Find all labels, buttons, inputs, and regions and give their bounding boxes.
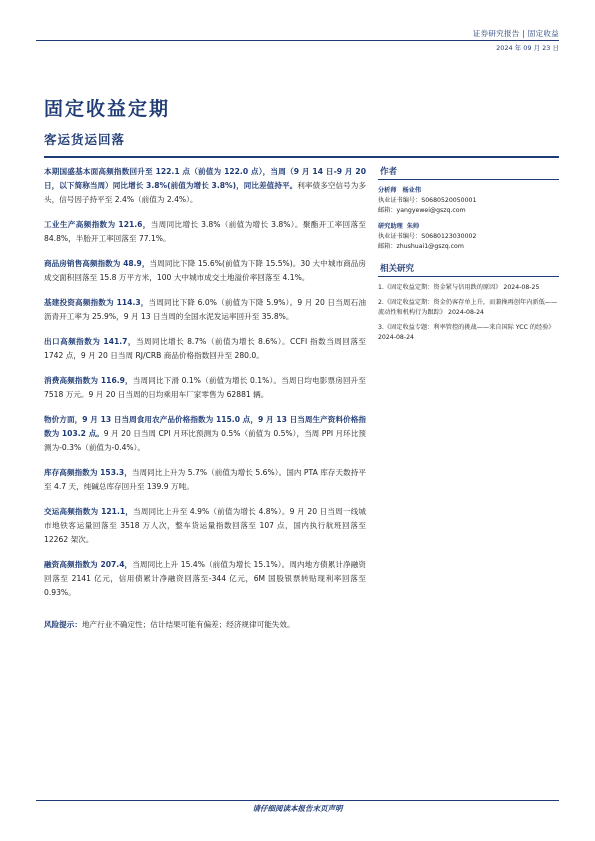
author-entry (378, 186, 559, 196)
author-role: 分析师 (378, 187, 397, 194)
transport-paragraph (44, 505, 366, 548)
inventory-paragraph (44, 466, 366, 494)
header-divider (36, 40, 559, 41)
infrastructure-paragraph (44, 296, 366, 324)
paragraph-text: 当周同比增长 8.7%（前值为增长 8.6%）。CCFI 指数当周回落至 1742 点，9 月 20 日当周 RJ/CRB 商品价格指数回升至 280.0。 (44, 336, 366, 361)
page-title: 固定收益定期 (44, 98, 171, 120)
footer-divider (36, 800, 559, 801)
author-role: 研究助理 (378, 223, 403, 230)
summary-paragraph (44, 165, 366, 208)
related-research-item[interactable]: 3.《固定收益专题：利率管控的挑战——来自国际 YCC 的经验》 2024-08-24 (378, 324, 555, 341)
author-name: 朱帅 (406, 223, 420, 230)
risk-paragraph (44, 618, 366, 632)
title-divider (44, 156, 559, 158)
housing-paragraph (44, 257, 366, 285)
author-cert: 执业证书编号：S0680123030002 (378, 233, 477, 240)
related-research-item[interactable]: 2.《固定收益定期：资金仍客存单上升，而兼搀再创年内新低——流动性和机构行为跟踪》 2024-08-24 (378, 299, 558, 316)
main-content (44, 165, 366, 643)
paragraph-highlight: 工业生产高频指数为 121.6， (44, 220, 151, 230)
report-date: 2024 年 09 月 23 日 (496, 44, 559, 52)
author-entry (378, 222, 559, 232)
consumption-paragraph (44, 374, 366, 402)
industry-paragraph (44, 218, 366, 246)
author-cert: 执业证书编号：S0680520050001 (378, 197, 477, 204)
related-research-heading: 相关研究 (378, 262, 559, 277)
paragraph-highlight: 风险提示： (44, 620, 82, 630)
authors-heading: 作者 (378, 165, 559, 180)
financing-paragraph (44, 558, 366, 601)
paragraph-text: 当周同比下降 15.6%(前值为下降 15.5%)。30 大中城市商品房成交面积回落至 15.8 万平方米，100 大中城市成交土地溢价率回落至 4.1%。 (44, 259, 366, 283)
paragraph-text: 当周同比下降 6.0%（前值为下降 5.9%）。9 月 20 日当周石油沥青开工率为 25.9%，9 月 13 日当周的全国水泥发运率回升至 35.8%。 (44, 297, 366, 322)
paragraph-text: 9 月 20 日当周 CPI 月环比预测为 0.5%（前值为 0.5%），当周 PPI 月环比预测为-0.3%（前值为-0.4%）。 (44, 428, 366, 453)
paragraph-highlight: 库存高频指数为 153.3， (44, 467, 132, 477)
author-email[interactable]: 邮箱：yangyewei@gszq.com (378, 207, 466, 214)
paragraph-text: 当周同比上升为 5.7%（前值为增长 5.6%）。国内 PTA 库存天数持平至 4.7 天，纯碱总库存回升至 139.9 万吨。 (44, 467, 366, 491)
paragraph-highlight: 消费高频指数为 116.9， (44, 375, 133, 385)
paragraph-highlight: 出口高频指数为 141.7， (44, 336, 136, 346)
paragraph-text: 当周同比下滑 0.1%（前值为增长 0.1%）。当周日均电影票房回升至 7518 万元。9 月 20 日当周的日均乘用车厂家零售为 62881 辆。 (44, 375, 366, 399)
author-email[interactable]: 邮箱：zhushuai1@gszq.com (378, 243, 464, 250)
paragraph-text: 当周同比增长 3.8%（前值为增长 3.8%）。聚酯开工率回落至 84.8%，半胎开工率回落至 77.1%。 (44, 220, 366, 244)
paragraph-highlight: 交运高频指数为 121.1， (44, 506, 134, 516)
paragraph-text: 地产行业不确定性；估计结果可能有偏差；经济规律可能失效。 (81, 620, 295, 630)
export-paragraph (44, 335, 366, 363)
footer-disclaimer: 请仔细阅读本报告末页声明 (252, 804, 343, 813)
paragraph-text: 当周同比上升至 4.9%（前值为增长 4.8%）。9 月 20 日当周一线城市地铁客运量回落至 3518 万人次，整车货运量指数回落至 107 点，国内执行航班回落至 12262 架次。 (44, 506, 366, 545)
paragraph-highlight: 基建投资高频指数为 114.3， (44, 297, 149, 307)
paragraph-highlight: 商品房销售高频指数为 48.9， (44, 259, 150, 269)
sidebar (378, 165, 559, 348)
paragraph-highlight: 本期国盛基本面高频指数回升至 122.1 点（前值为 122.0 点），当周（9 月 14 日-9 月 20 日，以下简称当周）同比增长 3.8%(前值为增长 3.8%)，同比差值持平。 (44, 167, 366, 191)
paragraph-highlight: 物价方面，9 月 13 日当周食用农产品价格指数为 115.0 点，9 月 13 日当周生产资料价格指数为 103.2 点。 (44, 414, 366, 438)
paragraph-text: 当周同比上升 15.4%（前值为增长 15.1%）。周内地方债累计净融资回落至 2141 亿元，信用债累计净融资回落至-344 亿元，6M 国股银票转贴现利率回落至 0.93%。 (44, 559, 366, 598)
page-subtitle: 客运货运回落 (44, 132, 126, 147)
paragraph-text: 利率债多空信号为多头，信号因子持平至 2.4%（前值为 2.4%）。 (44, 181, 367, 205)
price-paragraph (44, 413, 366, 456)
paragraph-highlight: 融资高频指数为 207.4， (44, 559, 133, 569)
report-category: 证券研究报告 | 固定收益 (472, 29, 559, 38)
author-name: 杨业伟 (402, 187, 422, 194)
related-research-item[interactable]: 1.《固定收益定期：资金紧与信用跌的原因》 2024-08-25 (378, 284, 540, 291)
